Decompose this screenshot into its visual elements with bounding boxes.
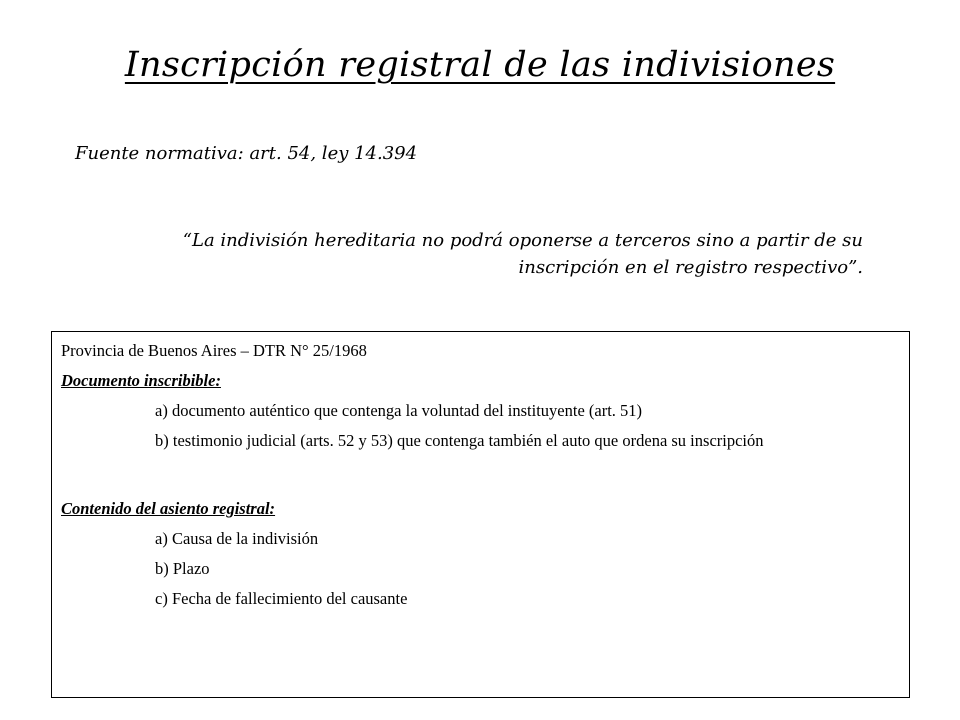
contenido-item-c: c) Fecha de fallecimiento del causante bbox=[155, 589, 408, 608]
section-spacer bbox=[61, 461, 900, 499]
contenido-item-a: a) Causa de la indivisión bbox=[155, 529, 319, 548]
contenido-heading: Contenido del asiento registral: bbox=[61, 499, 276, 518]
documento-item-a: a) documento auténtico que contenga la voluntad del instituyente (art. 51) bbox=[155, 401, 643, 420]
registry-requirements-box bbox=[51, 331, 910, 698]
contenido-item-b: b) Plazo bbox=[155, 559, 210, 578]
box-header: Provincia de Buenos Aires – DTR N° 25/1968 bbox=[61, 341, 367, 360]
legal-quote: “La indivisión hereditaria no podrá oponerse a terceros sino a partir de su inscripción en el registro respectivo”. bbox=[182, 230, 863, 278]
page-title: Inscripción registral de las indivisiones bbox=[124, 45, 836, 85]
legal-source: Fuente normativa: art. 54, ley 14.394 bbox=[75, 143, 418, 164]
documento-heading: Documento inscribible: bbox=[61, 371, 221, 390]
documento-item-b: b) testimonio judicial (arts. 52 y 53) que contenga también el auto que ordena su inscripción bbox=[155, 431, 764, 450]
